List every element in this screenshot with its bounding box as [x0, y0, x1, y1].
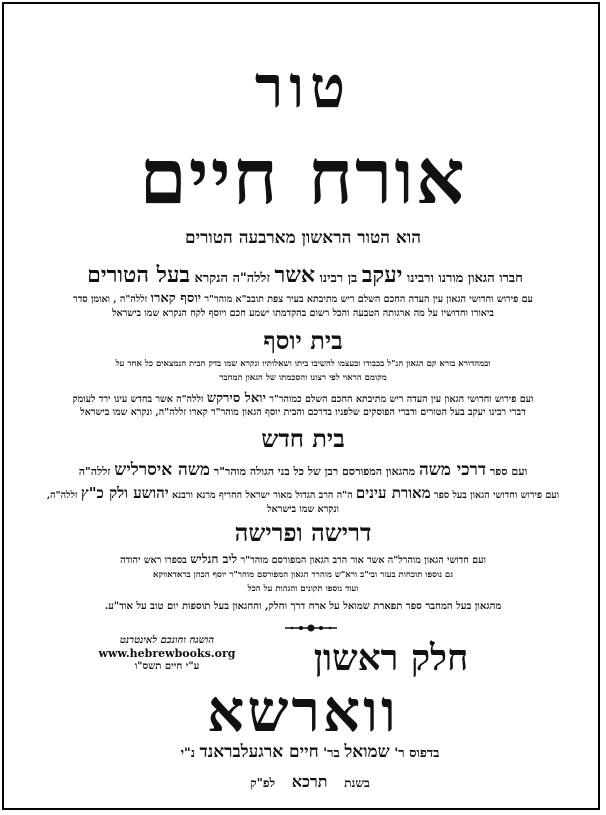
meorat-line2: ונקרא שמו בישראל: [267, 504, 339, 515]
commentary-intro-text-b: זללה"ה , ואומן סדר: [73, 294, 148, 305]
commentary-intro-line2: ביאורו וחדושיו על מה ארגותה הטבעה והכל רשום בהקדמתו ישמע חכם ויוסף לקח הנקרא שמו בישראל: [112, 308, 494, 319]
title-tur: טור: [254, 53, 352, 121]
glosses-name: ליב חנליש: [190, 552, 238, 566]
printer-name2: חיים ארגעלבראנד: [199, 742, 319, 762]
author-name-baal-haturim: בעל הטורים: [87, 262, 191, 288]
author-line: [40, 262, 570, 288]
meorat-text-c: זללה"ה,: [46, 490, 78, 501]
meorat-name2: יהושע ולק כ"ץ: [80, 484, 169, 502]
commentary-intro-text: עם פירוש וחדושי הגאון עין העדה החכם השלם ריש מתיבתא בעיר צפת תובב"א מוהר"ר: [204, 294, 533, 305]
heading-beit-yosef: בית יוסף: [263, 326, 343, 355]
meorat-line1: [20, 484, 586, 503]
darchei-moshe-line: [40, 460, 566, 480]
glosses-line1: [40, 553, 566, 567]
stamp-url: www.hebrewbooks.org: [98, 647, 236, 660]
printer-name: שמואל: [344, 742, 390, 762]
heading-drisha: דרישה ופרישה: [234, 518, 372, 547]
author-name-asher: אשר: [274, 262, 316, 288]
beit-yosef-note-line2: מקומם הראוי לפי רצונו והסכמתו של הגאון המחבר: [219, 373, 387, 383]
glosses-text-a: ועם חדושי הגאון מוהרל"ה: [387, 555, 486, 566]
year-line: [190, 772, 430, 792]
author-pre: חברו הגאון מורנו ורבינו: [406, 271, 523, 286]
commentary-intro-name: יוסף קארו: [150, 291, 202, 306]
author-post: זללה"ה הנקרא: [194, 271, 270, 286]
commentary-intro-line1: [22, 292, 584, 306]
darchei-moshe-post: זללה"ה: [78, 465, 111, 478]
hebrewbooks-stamp: [92, 635, 242, 672]
darchei-moshe-mid: מהגאון המפורסם רבן של כל בני הגולה מוהר"ר: [213, 465, 416, 478]
meorat-text-a: ועם פירוש וחדושי הגאון בעל ספר: [433, 490, 560, 501]
printer-post: נ"י: [180, 746, 195, 761]
glosses-line3: ועוד נוספו תקונים והגהות על הכל: [247, 584, 359, 594]
darchei-moshe-name: דרכי משה: [418, 460, 487, 480]
bach-intro-name: יואל סירקש: [206, 391, 266, 406]
stamp-line1: הושגח וחונכם לאינטרנט: [119, 635, 215, 646]
printer-line: [120, 742, 500, 762]
final-note: מהגאון בעל המחבר ספר תפארת שמואל על ארח דרך וחלק, והחגאון בעל תוספות יום טוב על אוד"ע.: [104, 601, 502, 612]
printer-pre: בדפוס ר': [394, 746, 440, 761]
heading-bayit-chadash: בית חדש: [261, 424, 345, 453]
year-pre: בשנת: [344, 776, 370, 790]
meorat-name: מאורת עינים: [355, 484, 431, 502]
darchei-moshe-name2: משה איסרליש: [114, 460, 210, 480]
author-name-yaakov: יעקב: [361, 262, 403, 288]
glosses-text-c: בספרו ראש יהודה: [120, 555, 187, 566]
volume-label: חלק ראשון: [313, 637, 469, 679]
title-orach-chaim: אורח חיים: [139, 132, 467, 221]
glosses-text-b: אשר אור הרב הגאון המפורסם מוהר"ר: [240, 555, 385, 566]
author-mid: בן רבינו: [319, 271, 358, 286]
subtitle: הוא הטור הראשון מארבעה הטורים: [185, 228, 421, 248]
glosses-line2: גם נוספו תוכחות בעזר ובי"ב ורא"ש מוהרר הגאון המפורסם מוהר"ר יוסף הכהן בראדאווקא: [152, 570, 454, 580]
bach-intro-line1: [22, 392, 584, 406]
bach-intro-text-b: זללה"ה אשר בחדש עינו ירד לעומק: [72, 394, 204, 405]
city-warsaw: ווארשא: [207, 677, 399, 745]
printer-mid: בר': [323, 746, 340, 761]
ornament-divider-icon: [283, 622, 339, 634]
bach-intro-line2: דברי רבינו יעקב בעל הטורים ודברי הפוסקים שלפניו בדרכם והבית יוסף הגאון מוהר"ר קארו זללה"ה, ונקרא שמו בישראל: [80, 407, 526, 418]
year-post: לפ"ק: [250, 776, 276, 790]
meorat-text-b: ה"ה הרב הגדול מאור ישראל החריף מרנא ורבנא: [172, 490, 353, 501]
beit-yosef-note-line1: ובמהדורא בורא קם הגאון הנ"ל בכבודו ובעצמו להשיבו ביתו ושאלותיו ונקרא שמו בדק הבית הנמצאים כל אחד על: [115, 359, 491, 369]
year-value: תרכא: [291, 772, 328, 791]
bach-intro-text: ועם פירוש וחדושי הגאון עין העדה ריש מתיבתא החכם השלם כמוהר"ר: [269, 394, 534, 405]
darchei-moshe-pre: ועם ספר: [489, 465, 528, 478]
stamp-line3: ע"י חיים תשס"ו: [134, 661, 200, 672]
